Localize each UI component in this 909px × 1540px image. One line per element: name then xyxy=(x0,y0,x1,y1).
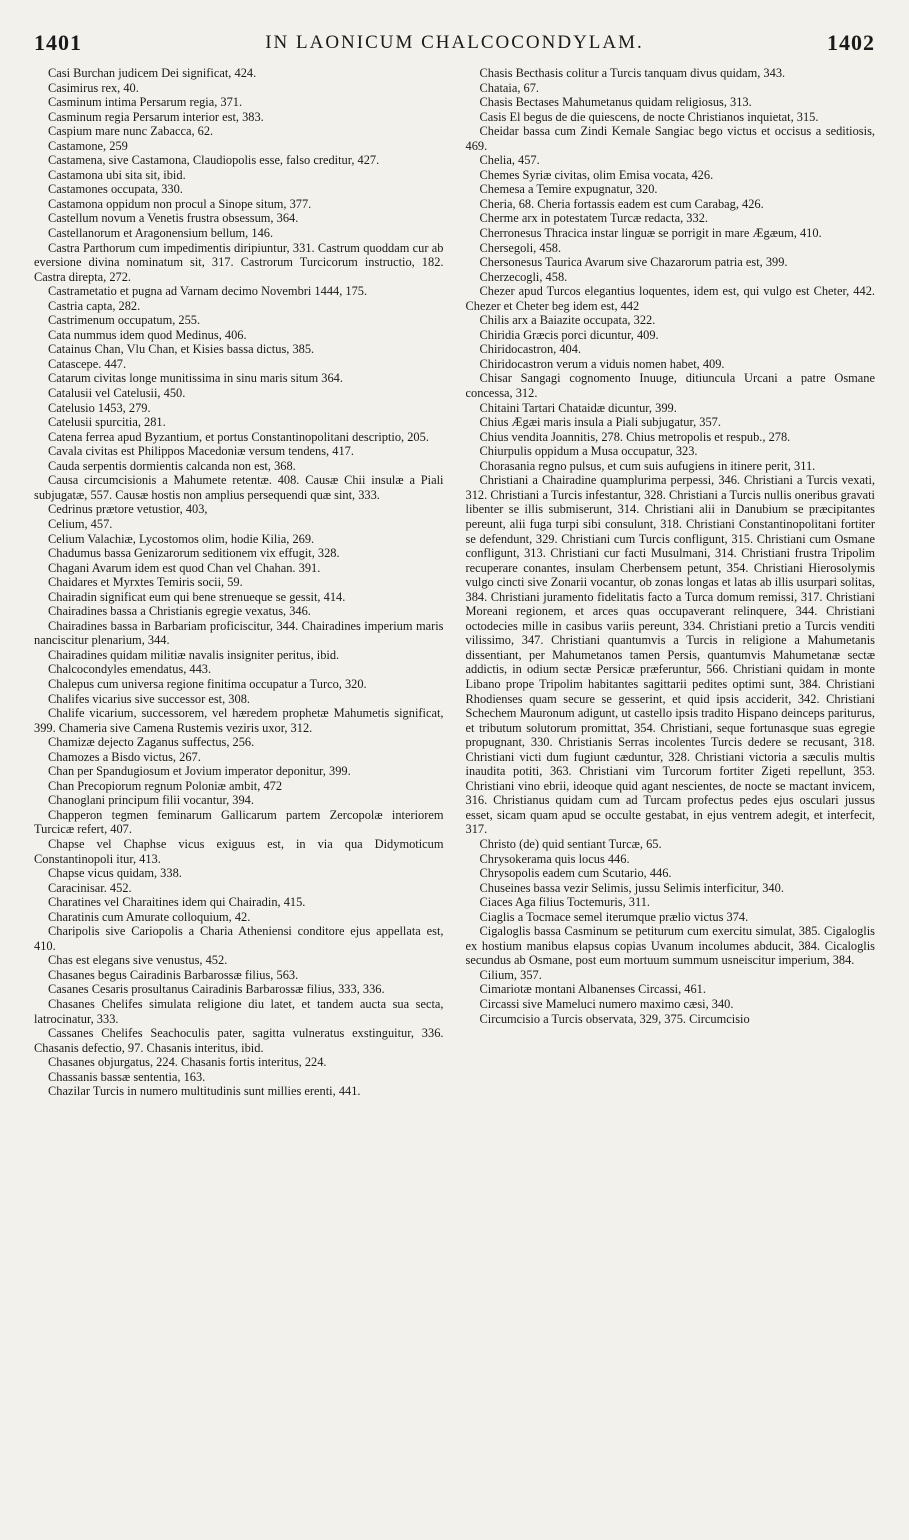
index-columns xyxy=(34,66,875,1099)
index-entry: Cauda serpentis dormientis calcanda non est, 368. xyxy=(48,458,296,473)
index-entry: Castrimenum occupatum, 255. xyxy=(48,313,201,328)
index-entry: Chaidares et Myrxtes Temiris socii, 59. xyxy=(48,575,243,590)
index-entry: Casi Burchan judicem Dei significat, 424. xyxy=(48,66,257,80)
running-title: IN LAONICUM CHALCOCONDYLAM. xyxy=(265,32,644,53)
index-entry: Chairadines quidam militiæ navalis insigniter peritus, ibid. xyxy=(48,647,340,662)
index-entry: Cata nummus idem quod Medinus, 406. xyxy=(48,327,247,342)
index-entry: Chiurpulis oppidum a Musa occupatur, 323. xyxy=(479,444,698,459)
index-entry: Castria capta, 282. xyxy=(48,298,141,313)
index-entry: Cheria, 68. Cheria fortassis eadem est cum Carabag, 426. xyxy=(479,196,764,211)
index-entry: Chersonesus Taurica Avarum sive Chazarorum patria est, 399. xyxy=(479,255,788,270)
index-entry: Chrysokerama quis locus 446. xyxy=(479,851,630,866)
index-entry: Chasanes Chelifes simulata religione diu latet, et tandem aucta sua secta, latrocinatur, 333. xyxy=(34,997,444,1026)
index-entry: Chasanes objurgatus, 224. Chasanis fortis interitus, 224. xyxy=(48,1055,327,1070)
index-entry: Chius vendita Joannitis, 278. Chius metropolis et respub., 278. xyxy=(479,429,791,444)
index-entry: Chorasania regno pulsus, et cum suis aufugiens in itinere perit, 311. xyxy=(479,458,816,473)
index-entry: Chitaini Tartari Chataidæ dicuntur, 399. xyxy=(479,400,677,415)
index-entry: Cassanes Chelifes Seachoculis pater, sagitta vulneratus exstinguitur, 336. Chasanis defectio, 97. Chasanis interitus, ibid. xyxy=(34,1026,444,1055)
index-entry: Chalife vicarium, successorem, vel hæredem prophetæ Mahumetis significat, 399. Chameria sive Camena Rustemis veziris uxor, 312. xyxy=(34,706,444,735)
index-entry: Chairadines bassa a Christianis egregie vexatus, 346. xyxy=(48,604,311,619)
index-entry: Chersegoli, 458. xyxy=(479,240,562,255)
index-entry: Chas est elegans sive venustus, 452. xyxy=(48,953,228,968)
index-entry: Cigaloglis bassa Casminum se petiturum cum exercitu simulat, 385. Cigaloglis ex hostium manibus elapsus copias Uvanum incolumes abducit, 384. Cicaloglis secundus ab Osmane, post eum mortuum summum usneiscitur imperium, 384. xyxy=(465,924,875,968)
index-entry: Christo (de) quid sentiant Turcæ, 65. xyxy=(479,836,662,851)
index-entry: Chamizæ dejecto Zaganus suffectus, 256. xyxy=(48,735,255,750)
index-entry: Chataia, 67. xyxy=(479,80,540,95)
index-entry: Chius Ægæi maris insula a Piali subjugatur, 357. xyxy=(479,415,721,430)
index-entry: Christiani a Chairadine quamplurima perpessi, 346. Christiani a Turcis vexati, 312. Christiani a Turcis infestantur, 328. Christiani a Turcis nullis oneribus gravati libenter se illis submiserunt, 314. Christiani alii in Danubium se præcipitantes pereunt, alii fuga turpi sibi consulunt, 318. Christiani Constantinopolitani fortiter se defendunt, 329. Christiani cum Turcis confligunt, 315. Christiani cum Osmane confligunt, 313. Christiani cur facti Musulmani, 314. Christiani frustra Tripolim recuperare conantes, insulam Cherbensem petunt, 354. Christiani Hierosolymis vulgo cincti sive Zonarii vocantur, ob zonas longas et latas ab illis usurpari solitas, 384. Christiani juramento fidelitatis facto a Turca domum remissi, 317. Christiani Moreani regionem, et arces quas occupaverant relinquere, 344. Christiani octodecies mille in casibus variis pereunt, 334. Christiani pretio a Turcis venditi vilissimo, 347. Christiani quantumvis a Turcis in religione a Mahumetanis dissentiant, per Mahumetanos tamen Persis, quantumvis Mahumetanæ sectæ addictis, in odium sectæ Persicæ præferuntur, 566. Christiani quidam in monte Libano prope Tripolim habitantes sagittarii pedites optimi sunt, 384. Christiani Rhodienses quam secure se gesserint, et quid ipsis acciderit, 342. Christiani Schechem Mauronum adigunt, ut castello ipsis tradito Hispano deinceps pariturus, et tributum solutorum promittat, 354. Christiani, seque fortunasque suas egregie propugnant, 330. Christianis Serras incolentes Turcis dedere se recusant, 318. Christiani victi dum fugiunt cæduntur, 328. Christiani victoria a sæculis multis inaudita potiti, 363. Christiani vim Turcorum fortiter Zigeti repellunt, 353. Christiani vino ebrii, ideoque quid agant nescientes, de nocte se mactant invicem, 316. Christianus quidam cum ad Turcam profectus pedes ejus osculari jussus esset, sicam quam apud se occulte gestabat, in ejus ventrem adegit, et interfecit, 317. xyxy=(465,473,875,837)
index-entry: Celium, 457. xyxy=(48,516,113,531)
index-entry: Cedrinus prætore vetustior, 403, xyxy=(48,502,208,517)
index-entry: Cimariotæ montani Albanenses Circassi, 461. xyxy=(479,982,706,997)
index-entry: Catalusii vel Catelusii, 450. xyxy=(48,386,186,401)
index-entry: Chasanes begus Cairadinis Barbarossæ filius, 563. xyxy=(48,967,299,982)
index-entry: Charatinis cum Amurate colloquium, 42. xyxy=(48,909,251,924)
index-entry: Cilium, 357. xyxy=(479,967,542,982)
index-entry: Catena ferrea apud Byzantium, et portus Constantinopolitani descriptio, 205. xyxy=(48,429,429,444)
index-entry: Chelia, 457. xyxy=(479,153,540,168)
index-entry: Castamone, 259 xyxy=(48,138,128,153)
index-entry: Castamona ubi sita sit, ibid. xyxy=(48,167,186,182)
index-entry: Chemes Syriæ civitas, olim Emisa vocata, 426. xyxy=(479,167,714,182)
index-entry: Chapse vicus quidam, 338. xyxy=(48,866,182,881)
index-entry: Casminum intima Persarum regia, 371. xyxy=(48,95,243,110)
index-entry: Casanes Cesaris prosultanus Cairadinis Barbarossæ filius, 333, 336. xyxy=(48,982,385,997)
index-entry: Celium Valachiæ, Lycostomos olim, hodie Kilia, 269. xyxy=(48,531,315,546)
index-entry: Castellanorum et Aragonensium bellum, 146. xyxy=(48,226,274,241)
index-entry: Casminum regia Persarum interior est, 383. xyxy=(48,109,264,124)
index-entry: Charatines vel Charaitines idem qui Chairadin, 415. xyxy=(48,895,306,910)
index-entry: Castellum novum a Venetis frustra obsessum, 364. xyxy=(48,211,299,226)
index-entry: Chisar Sangagi cognomento Inuuge, ditiuncula Urcani a patre Osmane concessa, 312. xyxy=(465,371,875,401)
index-entry: Chapperon tegmen feminarum Gallicarum partem Zercopolæ interiorem Turcicæ refert, 407. xyxy=(34,807,444,837)
index-entry: Catainus Chan, Vlu Chan, et Kisies bassa dictus, 385. xyxy=(48,342,315,357)
index-column-right xyxy=(466,66,876,1099)
index-entry: Castamena, sive Castamona, Claudiopolis esse, falso creditur, 427. xyxy=(48,153,380,168)
index-entry: Chairadines bassa in Barbariam proficiscitur, 344. Chairadines imperium maris nanciscitur plenarium, 344. xyxy=(34,618,444,648)
index-entry: Ciaglis a Tocmace semel iterumque prælio victus 374. xyxy=(479,909,749,924)
index-entry: Chazilar Turcis in numero multitudinis sunt millies erenti, 441. xyxy=(48,1084,361,1099)
index-entry: Chadumus bassa Genizarorum seditionem vix effugit, 328. xyxy=(48,546,340,561)
running-head xyxy=(34,30,875,66)
index-entry: Cherme arx in potestatem Turcæ redacta, 332. xyxy=(479,211,708,226)
index-entry: Chemesa a Temire expugnatur, 320. xyxy=(479,182,658,197)
index-entry: Circumcisio a Turcis observata, 329, 375. Circumcisio xyxy=(479,1011,750,1026)
index-entry: Caracinisar. 452. xyxy=(48,880,132,895)
index-entry: Cherzecogli, 458. xyxy=(479,269,568,284)
index-entry: Chalepus cum universa regione finitima occupatur a Turco, 320. xyxy=(48,676,367,691)
index-entry: Chiridocastron, 404. xyxy=(479,342,582,357)
index-entry: Cavala civitas est Philippos Macedoniæ versum tendens, 417. xyxy=(48,444,354,459)
index-entry: Circassi sive Mameluci numero maximo cæsi, 340. xyxy=(479,997,734,1011)
page-number-right: 1402 xyxy=(827,30,875,55)
index-entry: Chamozes a Bisdo victus, 267. xyxy=(48,749,201,764)
index-entry: Chassanis bassæ sententia, 163. xyxy=(48,1069,206,1084)
index-entry: Chanoglani principum filii vocantur, 394. xyxy=(48,793,254,808)
index-entry: Casimirus rex, 40. xyxy=(48,80,139,95)
index-entry: Catelusii spurcitia, 281. xyxy=(48,415,166,430)
index-entry: Chasis Becthasis colitur a Turcis tanquam divus quidam, 343. xyxy=(479,66,786,80)
index-entry: Chiridocastron verum a viduis nomen habet, 409. xyxy=(479,356,725,371)
index-entry: Chan Precopiorum regnum Poloniæ ambit, 472 xyxy=(48,778,283,793)
index-entry: Causa circumcisionis a Mahumete retentæ. 408. Causæ Chii insulæ a Piali subjugatæ, 557. Causæ hostis non amplius persequendi quæ sint, 333. xyxy=(34,473,444,502)
index-entry: Chilis arx a Baiazite occupata, 322. xyxy=(479,313,656,328)
index-entry: Chuseines bassa vezir Selimis, jussu Selimis interficitur, 340. xyxy=(479,880,784,895)
index-entry: Caspium mare nunc Zabacca, 62. xyxy=(48,124,214,139)
index-entry: Castamona oppidum non procul a Sinope situm, 377. xyxy=(48,196,312,211)
index-entry: Chalifes vicarius sive successor est, 308. xyxy=(48,691,250,706)
index-entry: Cherronesus Thracica instar linguæ se porrigit in mare Ægæum, 410. xyxy=(479,226,822,241)
index-column-left xyxy=(34,66,444,1099)
index-entry: Catelusio 1453, 279. xyxy=(48,400,151,415)
index-entry: Casis El begus de die quiescens, de nocte Christianos inquietat, 315. xyxy=(479,109,819,124)
index-entry: Ciaces Aga filius Toctemuris, 311. xyxy=(479,895,651,910)
index-entry: Castamones occupata, 330. xyxy=(48,182,183,197)
index-entry: Chasis Bectases Mahumetanus quidam religiosus, 313. xyxy=(479,95,752,110)
index-entry: Castrametatio et pugna ad Varnam decimo Novembri 1444, 175. xyxy=(48,284,368,299)
index-entry: Chalcocondyles emendatus, 443. xyxy=(48,662,212,677)
index-entry: Chan per Spandugiosum et Jovium imperator deponitur, 399. xyxy=(48,764,351,779)
index-entry: Chapse vel Chaphse vicus exiguus est, in via qua Didymoticum Constantinopoli itur, 413. xyxy=(34,836,444,866)
index-entry: Cheidar bassa cum Zindi Kemale Sangiac bego victus et occisus a seditiosis, 469. xyxy=(465,124,875,153)
page-number-left: 1401 xyxy=(34,30,82,55)
index-entry: Chagani Avarum idem est quod Chan vel Chahan. 391. xyxy=(48,560,321,575)
index-entry: Chrysopolis eadem cum Scutario, 446. xyxy=(479,866,672,881)
index-entry: Chezer apud Turcos elegantius loquentes, idem est, qui vulgo est Cheter, 442. Chezer et Cheter beg idem est, 442 xyxy=(465,284,875,313)
index-entry: Charipolis sive Cariopolis a Charia Atheniensi conditore ejus appellata est, 410. xyxy=(34,924,444,953)
index-entry: Chairadin significat eum qui bene strenueque se gessit, 414. xyxy=(48,589,346,604)
index-entry: Catarum civitas longe munitissima in sinu maris situm 364. xyxy=(48,371,343,386)
index-entry: Catascepe. 447. xyxy=(48,356,127,371)
index-entry: Chiridia Græcis porci dicuntur, 409. xyxy=(479,327,659,342)
index-entry: Castra Parthorum cum impedimentis diripiuntur, 331. Castrum quoddam cur ab eversione divina nominatum sit, 317. Castrorum Turcicorum instructio, 182. Castra direpta, 272. xyxy=(34,240,444,284)
